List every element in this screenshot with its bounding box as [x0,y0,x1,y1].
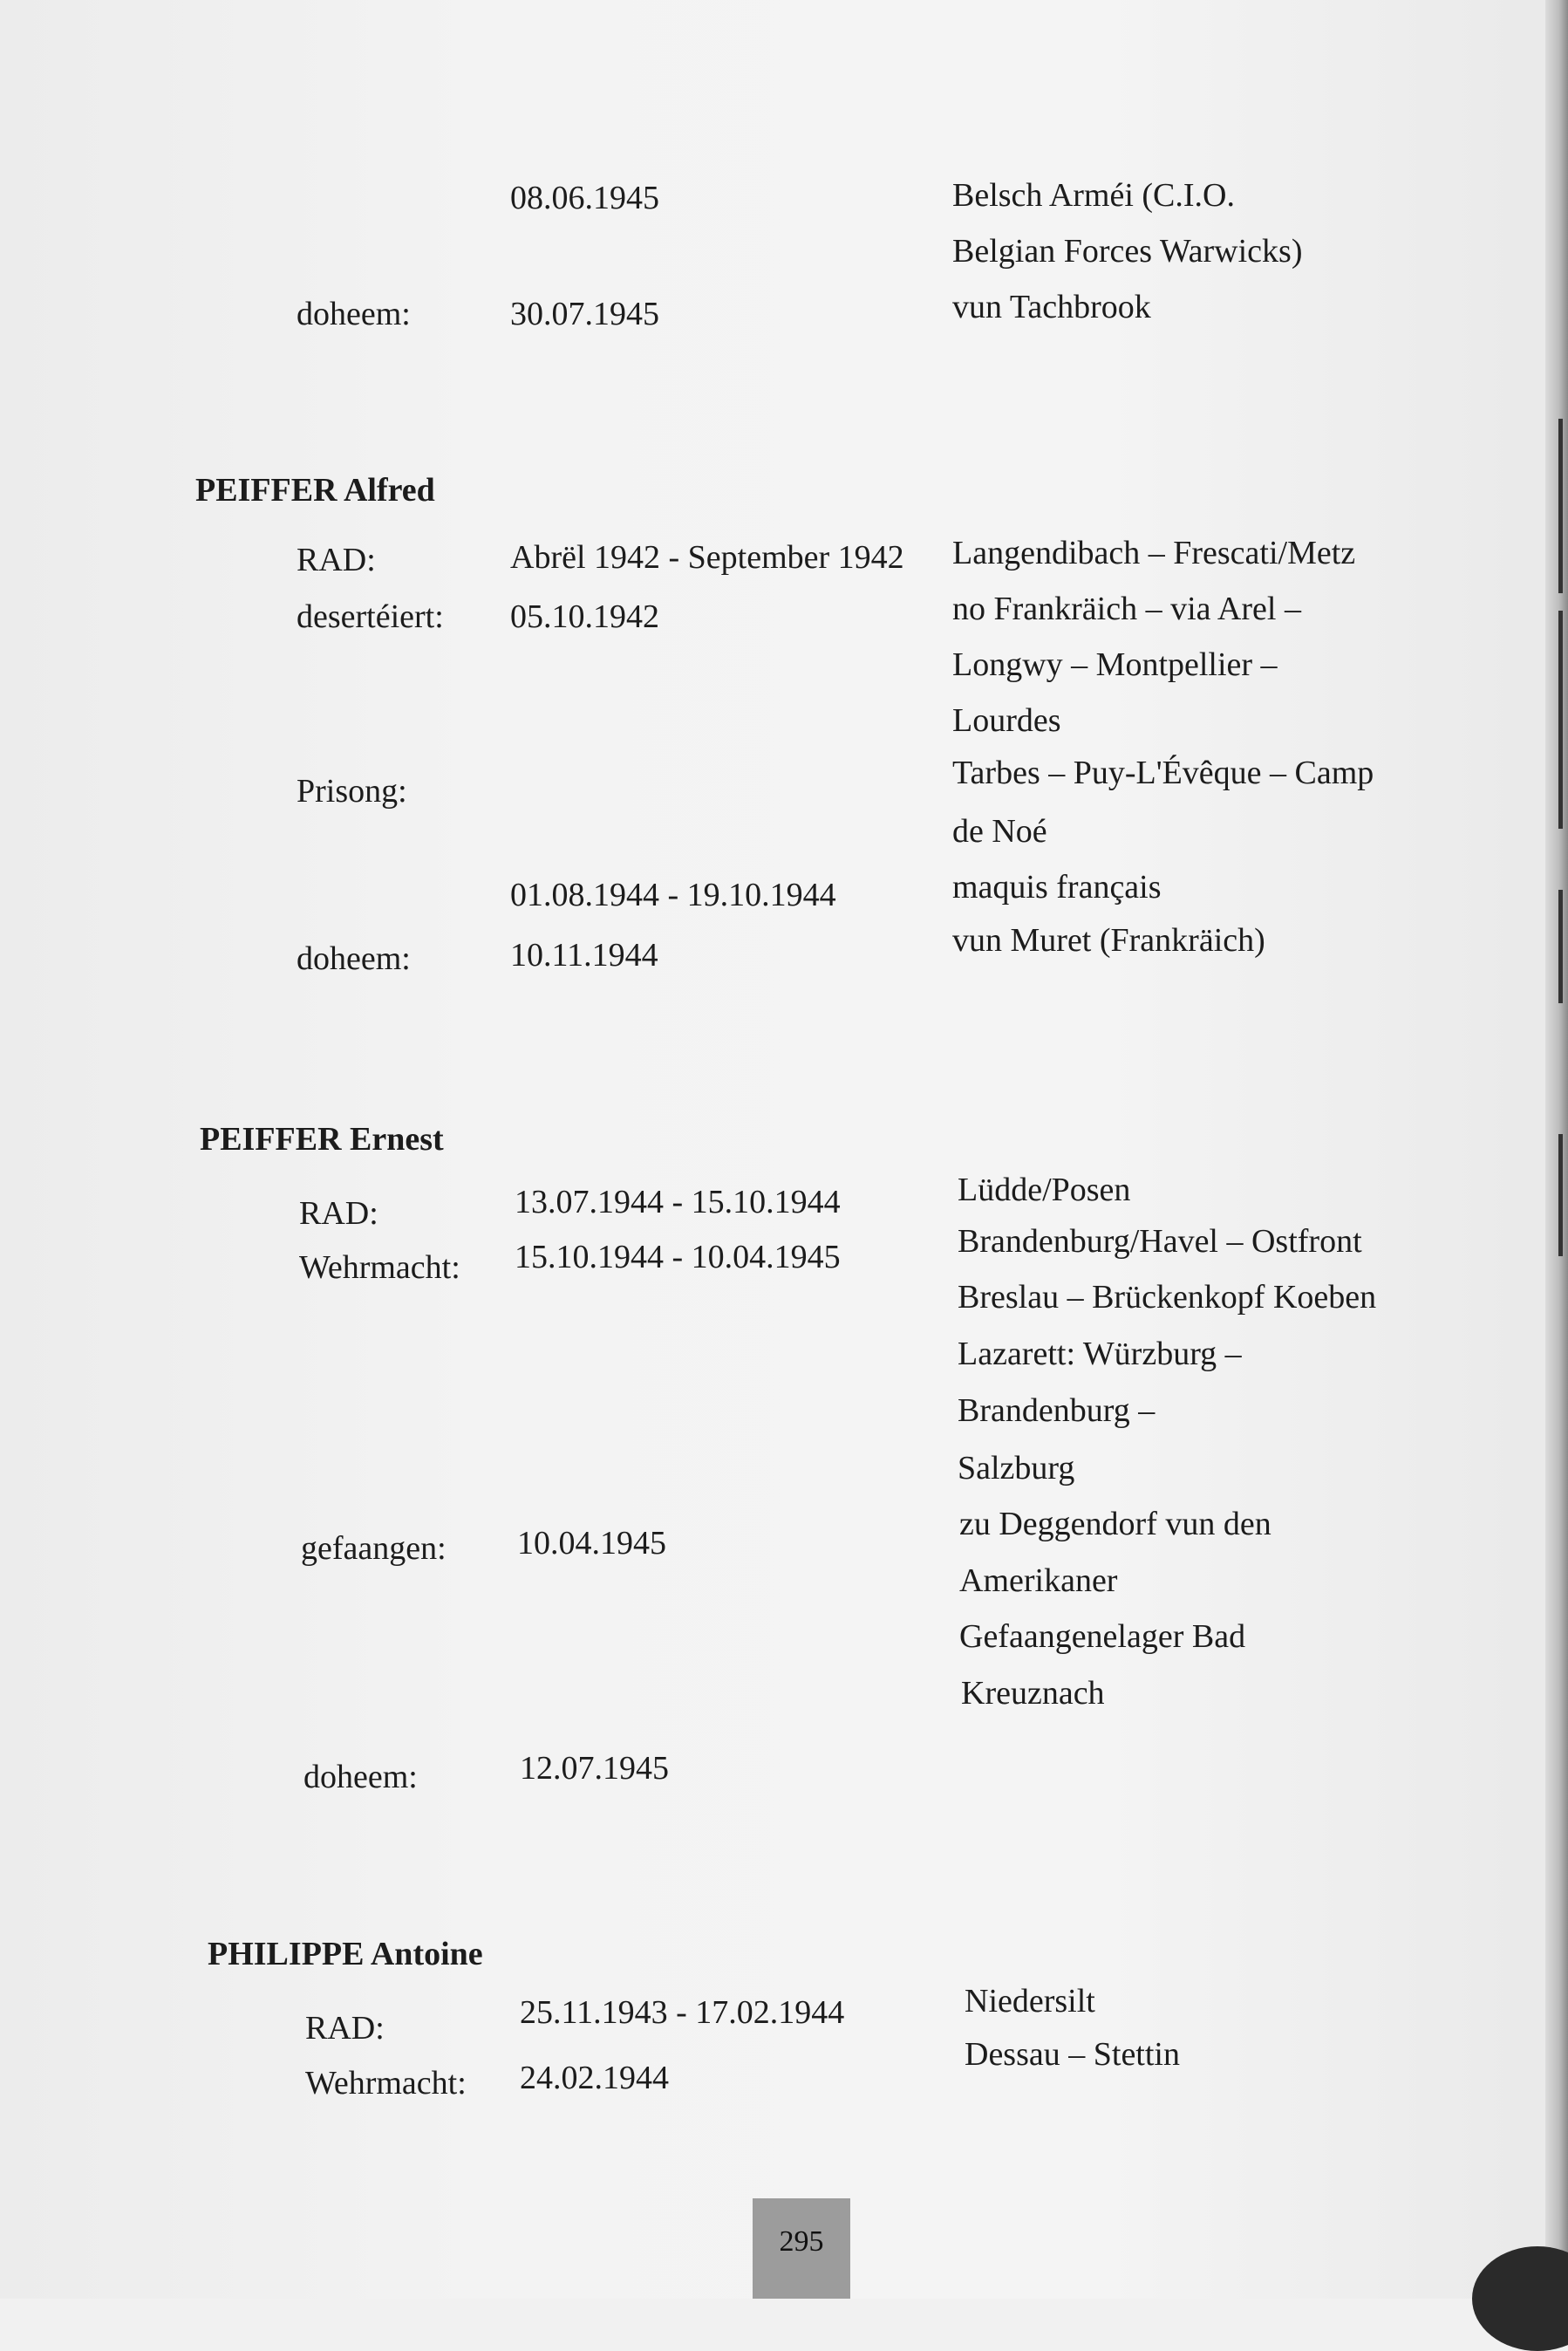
date-text: 13.07.1944 - 15.10.1944 [515,1184,841,1220]
label-text: doheem: [303,1759,418,1795]
spine-mark [1558,890,1563,1003]
label-text: RAD: [305,2010,385,2047]
place-text: Breslau – Brückenkopf Koeben [958,1279,1377,1316]
page-number: 295 [753,2198,850,2299]
place-text: Brandenburg – [958,1392,1156,1429]
place-text: Dessau – Stettin [965,2036,1180,2073]
place-text: zu Deggendorf vun den [959,1506,1271,1542]
date-text: 01.08.1944 - 19.10.1944 [510,877,836,913]
date-text: 15.10.1944 - 10.04.1945 [515,1239,841,1275]
spine-mark [1558,419,1563,593]
label-text: Wehrmacht: [305,2065,467,2102]
label-text: Prisong: [297,773,407,810]
place-text: de Noé [952,813,1047,850]
date-text: Abrël 1942 - September 1942 [510,539,904,576]
date-text: 10.04.1945 [517,1525,666,1562]
date-text: 30.07.1945 [510,296,659,332]
place-text: vun Muret (Frankräich) [952,922,1265,959]
date-text: 10.11.1944 [510,937,658,974]
date-text: 12.07.1945 [520,1750,669,1787]
place-text: Lourdes [952,702,1061,739]
label-text: RAD: [299,1195,378,1232]
label-text: gefaangen: [301,1530,447,1567]
label-text: Wehrmacht: [299,1249,460,1286]
person-name: PEIFFER Alfred [195,472,435,509]
spine-mark [1558,611,1563,829]
place-text: Tarbes – Puy-L'Évêque – Camp [952,755,1374,791]
date-text: 05.10.1942 [510,598,659,635]
place-text: Langendibach – Frescati/Metz [952,535,1356,571]
place-text: Longwy – Montpellier – [952,646,1278,683]
label-text: desertéiert: [297,598,444,635]
place-text: Kreuznach [961,1675,1105,1712]
date-text: 08.06.1945 [510,180,659,216]
place-text: Lüdde/Posen [958,1172,1131,1208]
label-text: doheem: [297,296,411,332]
place-text: Belsch Arméi (C.I.O. [952,177,1236,214]
place-text: Belgian Forces Warwicks) [952,233,1303,270]
label-text: doheem: [297,940,411,977]
spine-mark [1558,1134,1563,1256]
place-text: no Frankräich – via Arel – [952,591,1301,627]
place-text: Niedersilt [965,1983,1095,2020]
place-text: Lazarett: Würzburg – [958,1336,1242,1372]
person-name: PEIFFER Ernest [200,1121,444,1158]
place-text: Gefaangenelager Bad [959,1618,1246,1655]
date-text: 25.11.1943 - 17.02.1944 [520,1994,845,2031]
place-text: maquis français [952,869,1162,906]
person-name: PHILIPPE Antoine [208,1936,483,1972]
book-spine [1545,0,1568,2299]
place-text: Amerikaner [959,1562,1118,1599]
label-text: RAD: [297,542,376,578]
date-text: 24.02.1944 [520,2060,669,2096]
place-text: vun Tachbrook [952,289,1151,325]
place-text: Brandenburg/Havel – Ostfront [958,1223,1362,1260]
place-text: Salzburg [958,1450,1075,1486]
